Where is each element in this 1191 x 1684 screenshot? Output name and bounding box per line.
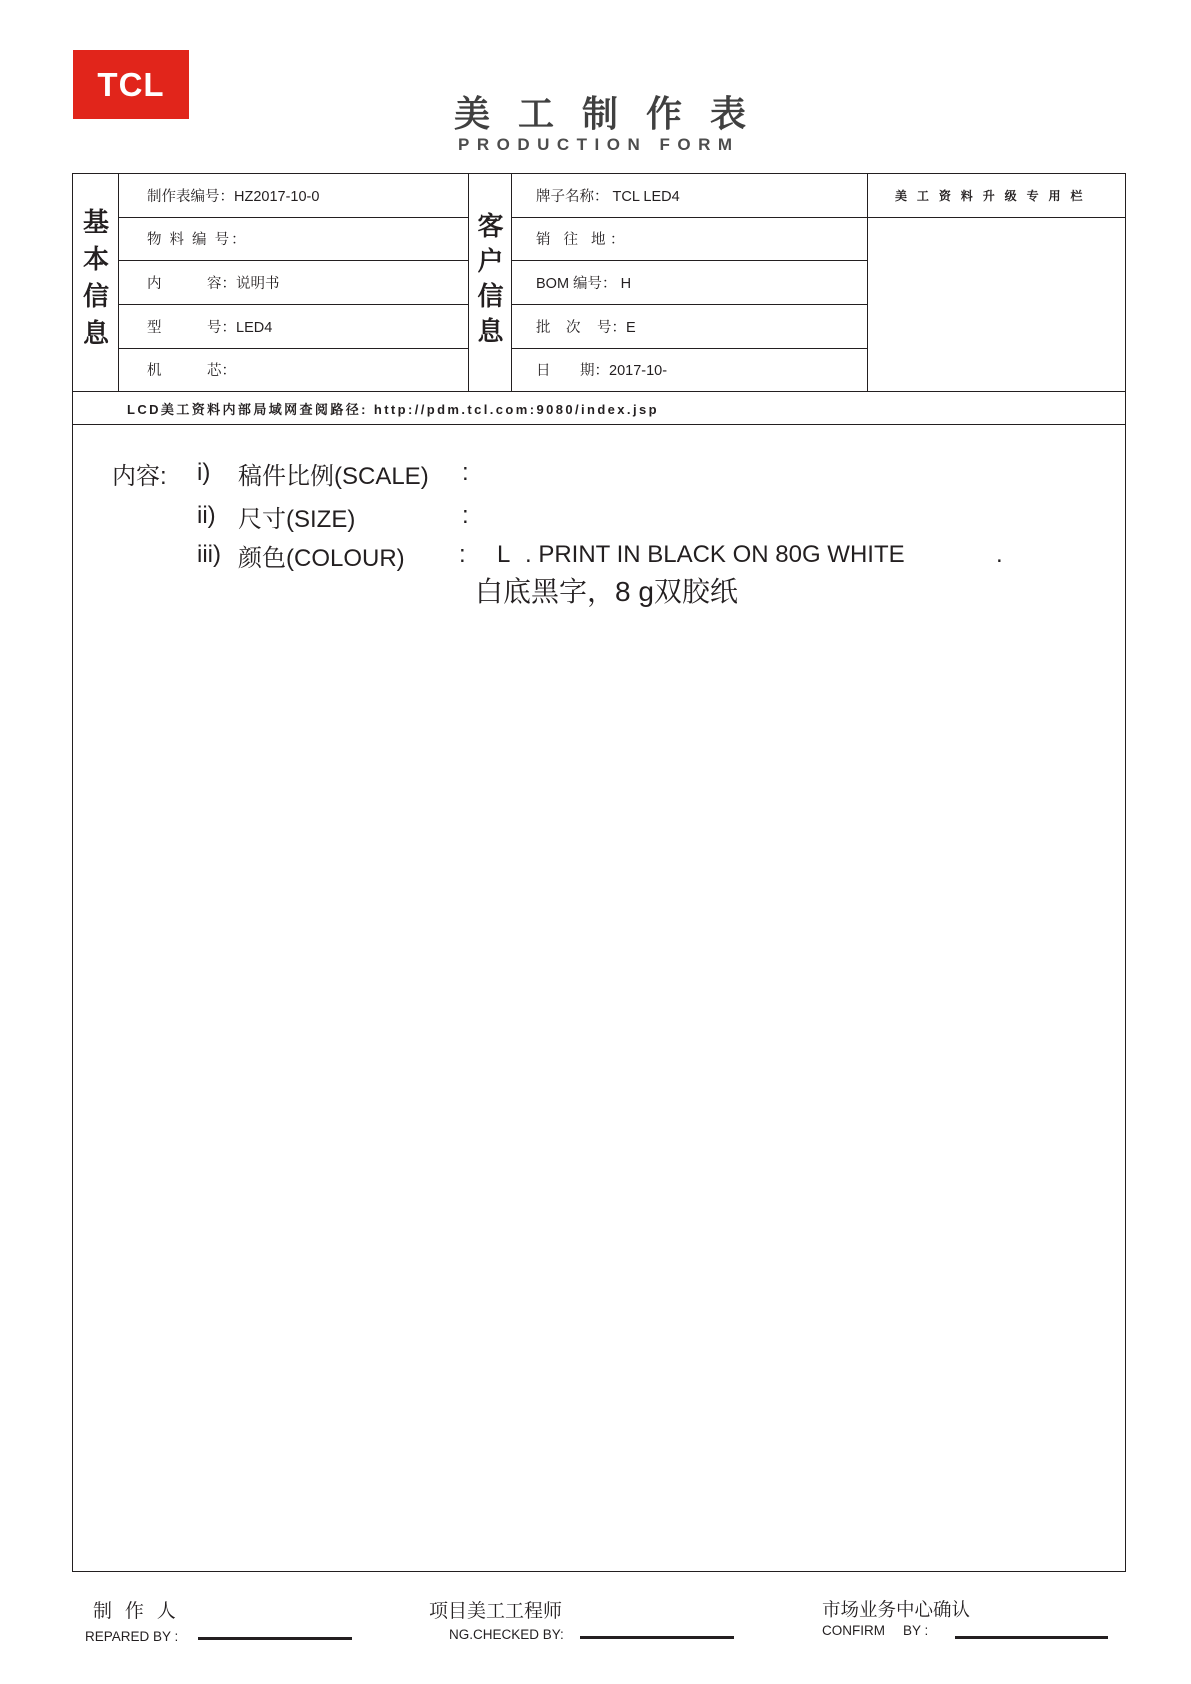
checked-by-label-cn: 项目美工工程师 — [429, 1600, 563, 1622]
lcd-intranet-path: LCD美工资料内部局域网查阅路径: http://pdm.tcl.com:9080/index.jsp — [127, 401, 659, 417]
content-field — [147, 260, 280, 304]
form-number-field — [147, 173, 319, 217]
field-text: 销 往 地： — [536, 232, 630, 248]
field-label: 内 — [147, 275, 162, 292]
form-title: 美 工 制 作 表 — [454, 93, 756, 134]
field-text: 号：E — [597, 319, 636, 336]
field-text: 制作表编号：HZ2017-10-0 — [147, 188, 320, 205]
customer-info-label — [468, 173, 511, 391]
basic-info-label-text: 基本信息 — [79, 208, 110, 356]
prepared-by-label-cn: 制 作 人 — [93, 1600, 180, 1622]
field-text: 牌子名称： TCL LED4 — [536, 188, 680, 205]
logo-text: TCL — [97, 65, 165, 103]
field-label: 机 — [147, 363, 162, 379]
material-number-field — [147, 217, 248, 260]
field-text: 期：2017-10- — [580, 363, 668, 379]
upgrade-column-header: 美 工 资 料 升 级 专 用 栏 — [895, 188, 1086, 203]
chassis-field — [147, 348, 236, 391]
confirm-by-label-en-by: BY : — [903, 1622, 929, 1638]
item-scale-label: 稿件比例(SCALE) — [238, 462, 429, 490]
field-text: 芯： — [207, 363, 236, 379]
confirm-by-signature-line — [955, 1636, 1108, 1639]
confirm-by-label-en: CONFIRM — [822, 1622, 885, 1638]
field-text: BOM 编号： H — [536, 275, 632, 292]
model-field — [147, 304, 272, 348]
colour-code: L — [497, 541, 511, 568]
content-label: 内容: — [112, 462, 167, 490]
divider — [72, 424, 1125, 425]
colour-value-cn: 白底黑字，8 g双胶纸 — [475, 576, 738, 607]
checked-by-label-en: NG.CHECKED BY: — [449, 1626, 564, 1642]
checked-by-signature-line — [580, 1636, 734, 1639]
field-text: 容：说明书 — [207, 275, 280, 292]
field-label: 日 — [536, 363, 551, 379]
divider — [867, 173, 868, 391]
item-number: i) — [197, 459, 211, 486]
customer-info-label-text: 客户信息 — [474, 212, 504, 352]
field-label: 批 — [536, 319, 551, 336]
form-subtitle: PRODUCTION FORM — [458, 135, 740, 154]
field-text: 物 料 编 号： — [147, 232, 248, 248]
tcl-logo — [73, 50, 189, 119]
divider — [511, 173, 512, 391]
field-text: 号：LED4 — [207, 319, 273, 336]
batch-number-field — [536, 304, 636, 348]
prepared-by-signature-line — [198, 1637, 352, 1640]
colour-value: . PRINT IN BLACK ON 80G WHITE — [525, 541, 905, 568]
prepared-by-label-en: REPARED BY : — [85, 1628, 179, 1644]
item-colour-label: 颜色(COLOUR) — [238, 544, 405, 572]
field-label: 型 — [147, 319, 162, 336]
field-label: 次 — [566, 319, 581, 336]
divider — [118, 173, 119, 391]
brand-name-field — [536, 173, 680, 217]
confirm-by-label-cn: 市场业务中心确认 — [822, 1599, 971, 1620]
colour-value-end: . — [996, 541, 1003, 568]
item-size-label: 尺寸(SIZE) — [238, 505, 356, 533]
destination-field — [536, 217, 629, 260]
divider — [867, 217, 1125, 218]
item-colon: : — [462, 459, 469, 486]
bom-number-field — [536, 260, 631, 304]
item-number: iii) — [197, 541, 221, 568]
item-colon: : — [462, 502, 469, 529]
item-number: ii) — [197, 502, 216, 529]
basic-info-label — [72, 173, 118, 391]
date-field — [536, 348, 667, 391]
item-colon: : — [459, 541, 466, 568]
